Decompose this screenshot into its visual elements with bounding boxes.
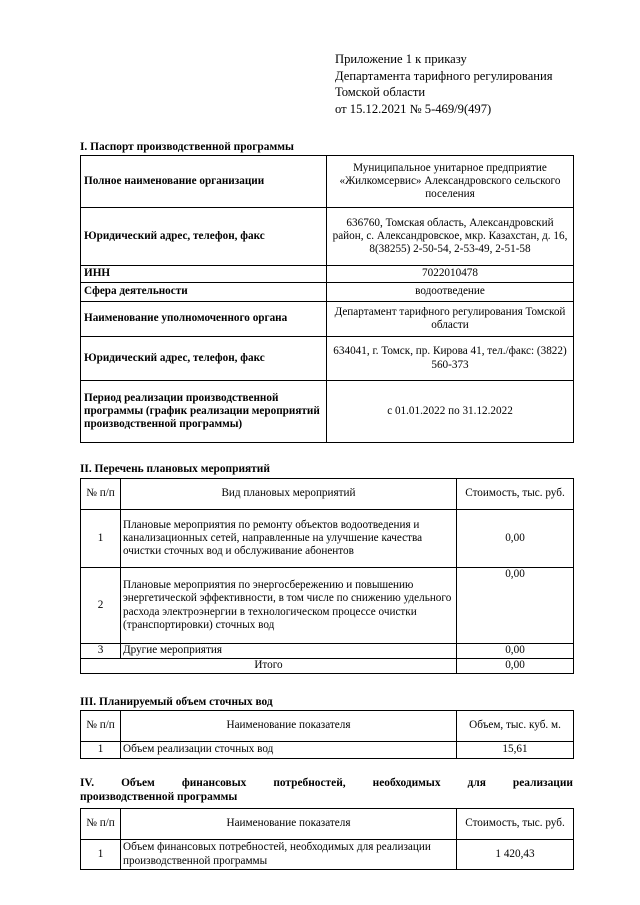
- row-num: 2: [81, 568, 121, 644]
- row-label: Юридический адрес, телефон, факс: [81, 337, 327, 381]
- appendix-line: от 15.12.2021 № 5-469/9(497): [335, 101, 492, 116]
- row-num: 1: [81, 840, 121, 870]
- row-name: Объем финансовых потребностей, необходимых для реализации производственной программы: [121, 840, 457, 870]
- row-value: 634041, г. Томск, пр. Кирова 41, тел./факс: (3822) 560-373: [327, 337, 574, 381]
- row-name: Плановые мероприятия по энергосбережению и повышению энергетической эффективности, в том числе по снижению удельного расхода электроэнергии в технологическом процессе очистки (транспортировки) сточных вод: [121, 568, 457, 644]
- column-header-cost: Стоимость, тыс. руб.: [457, 479, 574, 510]
- table-header-row: [81, 711, 574, 742]
- row-label: Сфера деятельности: [81, 283, 327, 302]
- table-total-row: [81, 659, 574, 674]
- table-row: [81, 840, 574, 870]
- row-name: Другие мероприятия: [121, 644, 457, 659]
- table-row: [81, 266, 574, 283]
- table-row: [81, 337, 574, 381]
- row-label: Наименование уполномоченного органа: [81, 302, 327, 337]
- row-name: Объем реализации сточных вод: [121, 742, 457, 759]
- row-num: 3: [81, 644, 121, 659]
- appendix-line: Томской области: [335, 85, 426, 99]
- table-row: [81, 302, 574, 337]
- table-header-row: [81, 479, 574, 510]
- column-header-name: Наименование показателя: [121, 711, 457, 742]
- table-row: [81, 156, 574, 208]
- row-num: 1: [81, 742, 121, 759]
- column-header-value: Объем, тыс. куб. м.: [457, 711, 574, 742]
- column-header-cost: Стоимость, тыс. руб.: [457, 809, 574, 840]
- section3-title: III. Планируемый объем сточных вод: [80, 696, 273, 708]
- column-header-name: Вид плановых мероприятий: [121, 479, 457, 510]
- row-label: Период реализации производственной программы (график реализации мероприятий производственной программы): [81, 381, 327, 443]
- section4-title: [80, 776, 573, 804]
- passport-table: [80, 155, 574, 443]
- column-header-num: № п/п: [81, 479, 121, 510]
- row-cost: 1 420,43: [457, 840, 574, 870]
- row-value: с 01.01.2022 по 31.12.2022: [327, 381, 574, 443]
- section4-title-line: производственной программы: [80, 791, 238, 803]
- column-header-num: № п/п: [81, 711, 121, 742]
- measures-table: [80, 478, 574, 674]
- row-value: водоотведение: [327, 283, 574, 302]
- table-header-row: [81, 809, 574, 840]
- row-value: Департамент тарифного регулирования Томской области: [327, 302, 574, 337]
- total-value: 0,00: [457, 659, 574, 674]
- appendix-line: Приложение 1 к приказу: [335, 52, 467, 66]
- section1-title: I. Паспорт производственной программы: [80, 141, 294, 153]
- row-cost: 0,00: [457, 510, 574, 568]
- row-value: Муниципальное унитарное предприятие «Жилкомсервис» Александровского сельского поселения: [327, 156, 574, 208]
- row-label: ИНН: [81, 266, 327, 283]
- table-row: [81, 283, 574, 302]
- table-row: [81, 381, 574, 443]
- table-row: [81, 568, 574, 644]
- table-row: [81, 510, 574, 568]
- column-header-num: № п/п: [81, 809, 121, 840]
- volume-table: [80, 710, 574, 759]
- row-cost: 0,00: [457, 644, 574, 659]
- row-label: Юридический адрес, телефон, факс: [81, 208, 327, 266]
- row-name: Плановые мероприятия по ремонту объектов водоотведения и канализационных сетей, направленные на улучшение качества очистки сточных вод и обслуживание абонентов: [121, 510, 457, 568]
- row-value: 7022010478: [327, 266, 574, 283]
- table-row: [81, 208, 574, 266]
- table-row: [81, 742, 574, 759]
- appendix-header: [335, 51, 553, 117]
- row-value: 15,61: [457, 742, 574, 759]
- appendix-line: Департамента тарифного регулирования: [335, 68, 553, 83]
- section2-title: II. Перечень плановых мероприятий: [80, 463, 270, 475]
- table-row: [81, 644, 574, 659]
- row-label: Полное наименование организации: [81, 156, 327, 208]
- finance-table: [80, 808, 574, 870]
- total-label: Итого: [81, 659, 457, 674]
- row-value: 636760, Томская область, Александровский район, с. Александровское, мкр. Казахстан, д. 16, 8(38255) 2-50-54, 2-53-49, 2-51-58: [327, 208, 574, 266]
- column-header-name: Наименование показателя: [121, 809, 457, 840]
- section4-title-line: IV. Объем финансовых потребностей, необходимых для реализации: [80, 777, 573, 789]
- row-num: 1: [81, 510, 121, 568]
- row-cost: 0,00: [457, 568, 574, 644]
